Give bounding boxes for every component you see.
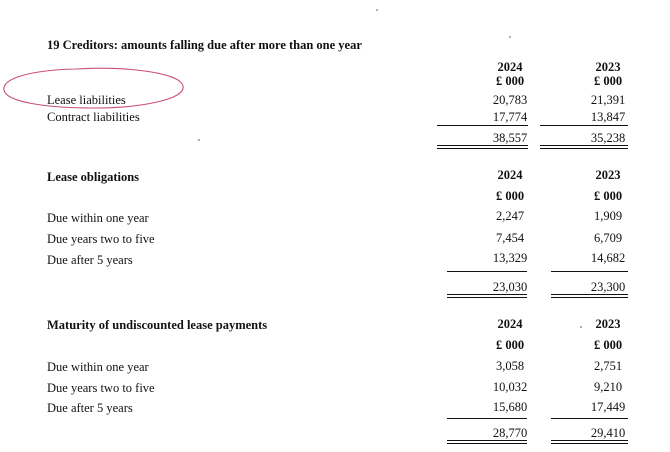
total-double-rule — [437, 145, 528, 149]
row-label-lease-liabilities: Lease liabilities — [47, 93, 126, 107]
value-cell: 6,709 — [593, 231, 623, 245]
row-label: Due within one year — [47, 360, 149, 374]
row-label: Due years two to five — [47, 381, 155, 395]
lease-total-2023: 23,300 — [590, 280, 626, 294]
creditors-total-2024: 38,557 — [492, 131, 528, 145]
row-label: Due after 5 years — [47, 401, 133, 415]
creditors-unit-2023: £ 000 — [593, 74, 623, 88]
total-double-rule — [447, 294, 527, 298]
note-title: 19 Creditors: amounts falling due after more than one year — [47, 38, 362, 52]
maturity-unit-2024: £ 000 — [495, 338, 525, 352]
maturity-heading: Maturity of undiscounted lease payments — [47, 318, 268, 332]
lease-unit-2023: £ 000 — [593, 189, 623, 203]
maturity-unit-2023: £ 000 — [593, 338, 623, 352]
value-cell: 17,774 — [492, 110, 528, 124]
maturity-total-2023: 29,410 — [590, 426, 626, 440]
total-double-rule — [551, 294, 628, 298]
value-cell: 13,847 — [590, 110, 626, 124]
subtotal-rule — [437, 125, 528, 126]
lease-year-2024: 2024 — [497, 168, 523, 182]
value-cell: 17,449 — [590, 400, 626, 414]
total-double-rule — [447, 440, 527, 444]
value-cell: 9,210 — [593, 380, 623, 394]
value-cell: 15,680 — [492, 400, 528, 414]
row-label: Due after 5 years — [47, 253, 133, 267]
creditors-year-2024: 2024 — [497, 60, 523, 74]
total-double-rule — [540, 145, 628, 149]
creditors-total-2023: 35,238 — [590, 131, 626, 145]
value-cell: 20,783 — [492, 93, 528, 107]
maturity-year-2023: 2023 — [595, 317, 621, 331]
row-label: Due within one year — [47, 211, 149, 225]
value-cell: 21,391 — [590, 93, 626, 107]
subtotal-rule — [447, 271, 527, 272]
value-cell: 1,909 — [593, 209, 623, 223]
maturity-year-2024: 2024 — [497, 317, 523, 331]
subtotal-rule — [540, 125, 628, 126]
subtotal-rule — [551, 271, 628, 272]
subtotal-rule — [551, 418, 628, 419]
lease-total-2024: 23,030 — [492, 280, 528, 294]
scan-speck — [198, 139, 200, 141]
subtotal-rule — [447, 418, 527, 419]
lease-obligations-heading: Lease obligations — [47, 170, 140, 184]
maturity-total-2024: 28,770 — [492, 426, 528, 440]
lease-year-2023: 2023 — [595, 168, 621, 182]
lease-unit-2024: £ 000 — [495, 189, 525, 203]
total-double-rule — [551, 440, 628, 444]
creditors-year-2023: 2023 — [595, 60, 621, 74]
row-label-contract-liabilities: Contract liabilities — [47, 110, 140, 124]
scan-speck — [509, 36, 511, 38]
creditors-unit-2024: £ 000 — [495, 74, 525, 88]
value-cell: 14,682 — [590, 251, 626, 265]
value-cell: 3,058 — [495, 359, 525, 373]
value-cell: 2,751 — [593, 359, 623, 373]
value-cell: 13,329 — [492, 251, 528, 265]
row-label: Due years two to five — [47, 232, 155, 246]
value-cell: 7,454 — [495, 231, 525, 245]
value-cell: 10,032 — [492, 380, 528, 394]
scan-speck — [376, 9, 378, 11]
value-cell: 2,247 — [495, 209, 525, 223]
